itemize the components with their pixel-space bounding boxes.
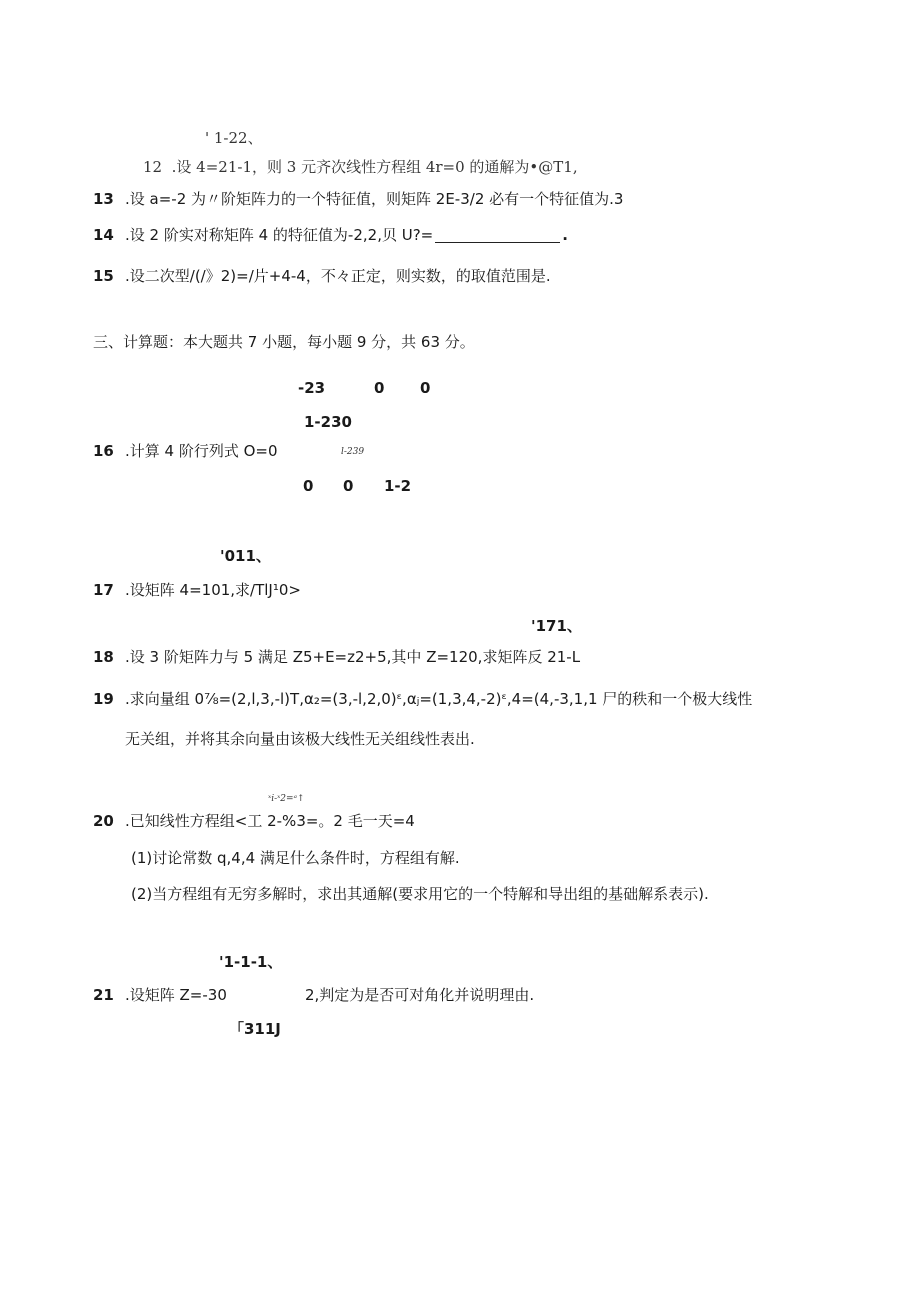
q21-line bbox=[93, 988, 227, 1003]
q13-number: 13 bbox=[93, 190, 114, 208]
q17-text: .设矩阵 4=101,求/TlJ¹0> bbox=[125, 581, 301, 599]
q13-line bbox=[93, 192, 623, 207]
q15-line bbox=[93, 269, 551, 284]
q13-text: .设 a=-2 为〃阶矩阵力的一个特征值，则矩阵 2E-3/2 必有一个特征值为.3 bbox=[125, 190, 624, 208]
q20-text: .已知线性方程组<工 2-%3=。2 毛一天=4 bbox=[125, 812, 415, 830]
q16-number: 16 bbox=[93, 442, 114, 460]
q19-text-line2: 无关组，并将其余向量由该极大线性无关组线性表出. bbox=[125, 730, 475, 748]
q21-number: 21 bbox=[93, 986, 114, 1004]
q16-line bbox=[93, 444, 278, 459]
q16-row4-col2: 0 bbox=[343, 477, 354, 495]
q18-number: 18 bbox=[93, 648, 114, 666]
section3-heading: 三、计算题：本大题共 7 小题，每小题 9 分，共 63 分。 bbox=[93, 333, 475, 351]
q12-line bbox=[143, 160, 578, 175]
q17-matrix-top: '011、 bbox=[220, 547, 271, 565]
q14-answer-blank bbox=[435, 228, 560, 243]
q18-matrix-top: '171、 bbox=[531, 617, 582, 635]
q16-row1-col3: 0 bbox=[420, 379, 431, 397]
q14-text: .设 2 阶实对称矩阵 4 的特征值为-2,2,贝 U?= bbox=[125, 226, 434, 244]
q14-number: 14 bbox=[93, 226, 114, 244]
q16-row3: l-239 bbox=[341, 447, 365, 457]
q21-text-right: 2,判定为是否可对角化并说明理由. bbox=[305, 986, 535, 1004]
q18-text: .设 3 阶矩阵力与 5 满足 Z5+E=z2+5,其中 Z=120,求矩阵反 21-L bbox=[125, 648, 581, 666]
q19-line1 bbox=[93, 692, 752, 707]
q20-equation-top: ˣi-ˣ2=ᵃ↑ bbox=[268, 794, 305, 804]
q12-matrix-top: ' 1-22、 bbox=[205, 129, 263, 147]
q21-text-left: .设矩阵 Z=-30 bbox=[125, 986, 227, 1004]
q20-sub1: (1)讨论常数 q,4,4 满足什么条件时，方程组有解. bbox=[131, 849, 460, 867]
q16-row4-col3: 1-2 bbox=[384, 477, 412, 495]
q12-number: 12 bbox=[143, 158, 163, 176]
q14-text-after: . bbox=[562, 226, 568, 244]
q16-row2: 1-230 bbox=[304, 413, 352, 431]
q16-row4-col1: 0 bbox=[303, 477, 314, 495]
q15-text: .设二次型/(/》2)=/片+4-4，不々正定，则实数，的取值范围是. bbox=[125, 267, 551, 285]
q21-matrix-top: '1-1-1、 bbox=[219, 953, 283, 971]
q18-line bbox=[93, 650, 580, 665]
q21-matrix-bottom: 「311J bbox=[229, 1020, 281, 1038]
q20-line bbox=[93, 814, 415, 829]
q16-text: .计算 4 阶行列式 O=0 bbox=[125, 442, 278, 460]
q16-row1-col1: -23 bbox=[298, 379, 326, 397]
q17-line bbox=[93, 583, 301, 598]
q12-text: .设 4=21-1，则 3 元齐次线性方程组 4r=0 的通解为•@T1, bbox=[171, 158, 578, 176]
q20-number: 20 bbox=[93, 812, 114, 830]
q15-number: 15 bbox=[93, 267, 114, 285]
q16-row1-col2: 0 bbox=[374, 379, 385, 397]
q17-number: 17 bbox=[93, 581, 114, 599]
q19-text-line1: .求向量组 0⅞=(2,l,3,-l)T,α₂=(3,-l,2,0)ᵋ,αⱼ=(1,3,4,-2)ᵋ,4=(4,-3,1,1 尸的秩和一个极大线性 bbox=[125, 690, 753, 708]
q20-sub2: (2)当方程组有无穷多解时，求出其通解(要求用它的一个特解和导出组的基础解系表示). bbox=[131, 885, 709, 903]
q14-line bbox=[93, 228, 568, 243]
q19-number: 19 bbox=[93, 690, 114, 708]
